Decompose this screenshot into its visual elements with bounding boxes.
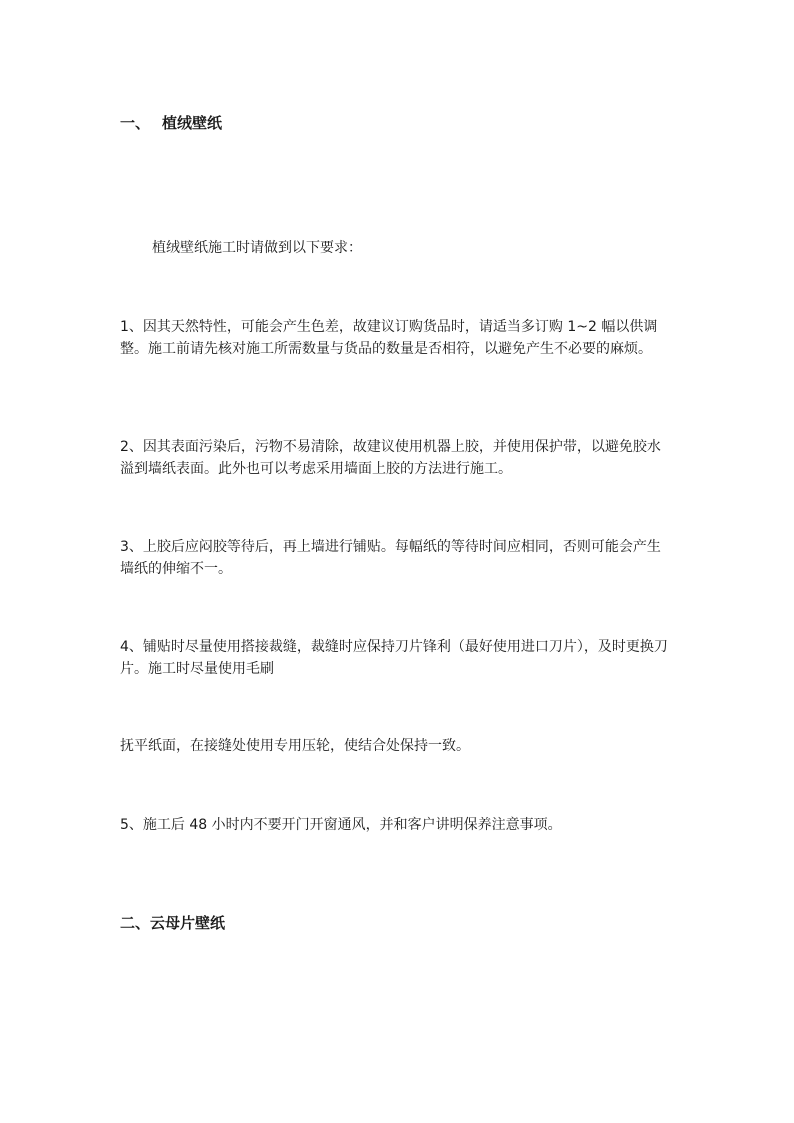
requirement-item-3: 3、上胶后应闷胶等待后，再上墙进行铺贴。每幅纸的等待时间应相同，否则可能会产生墙纸的伸缩不一。	[120, 539, 661, 577]
section-number: 一、	[120, 114, 151, 132]
requirement-item-4: 4、铺贴时尽量使用搭接裁缝，裁缝时应保持刀片锋利（最好使用进口刀片），及时更换刀片。施工时尽量使用毛刷	[120, 639, 668, 677]
requirement-item-2: 2、因其表面污染后，污物不易清除，故建议使用机器上胶，并使用保护带，以避免胶水溢到墙纸表面。此外也可以考虑采用墙面上胶的方法进行施工。	[120, 439, 661, 477]
requirement-item-5: 5、施工后 48 小时内不要开门开窗通风，并和客户讲明保养注意事项。	[120, 817, 562, 833]
requirement-item-4-continued: 抚平纸面，在接缝处使用专用压轮，使结合处保持一致。	[120, 738, 470, 754]
intro-paragraph: 植绒壁纸施工时请做到以下要求：	[152, 240, 362, 256]
section-title: 云母片壁纸	[150, 914, 226, 932]
section-heading-1	[120, 113, 222, 133]
requirement-item-1: 1、因其天然特性，可能会产生色差，故建议订购货品时，请适当多订购 1~2 幅以供调整。施工前请先核对施工所需数量与货品的数量是否相符，以避免产生不必要的麻烦。	[120, 319, 658, 357]
section-heading-2	[120, 913, 225, 933]
section-number: 二、	[120, 914, 151, 932]
section-title: 植绒壁纸	[162, 114, 223, 132]
